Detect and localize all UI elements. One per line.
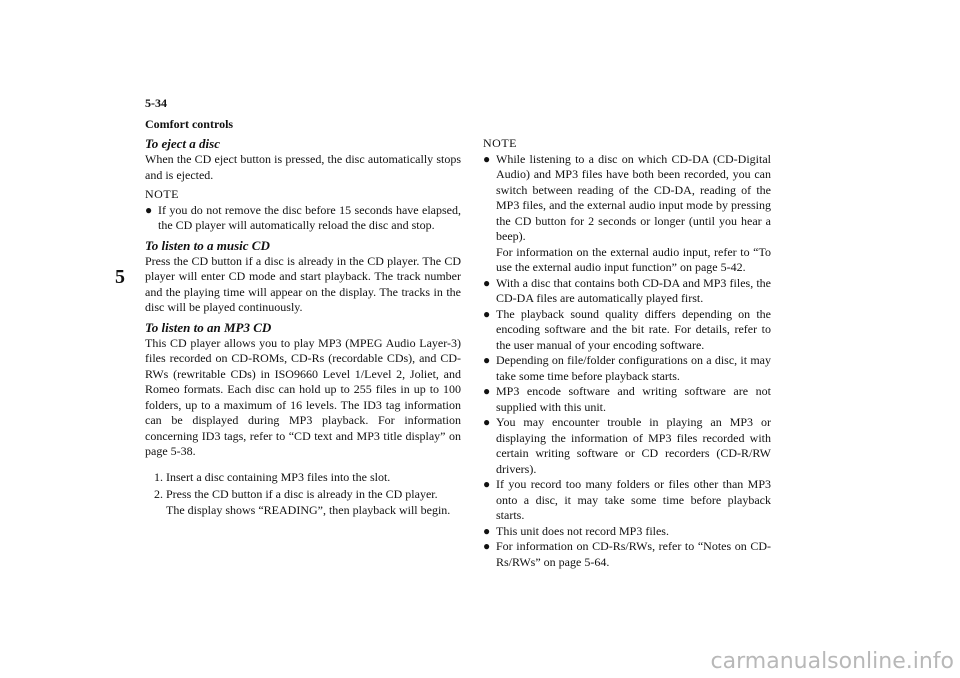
bullet-icon: ● [483, 384, 491, 398]
eject-heading: To eject a disc [145, 136, 220, 151]
note-text: With a disc that contains both CD-DA and MP3 files, the CD-DA files are automatically played first. [496, 275, 771, 305]
mp3-cd-heading: To listen to an MP3 CD [145, 319, 272, 335]
list-item [483, 524, 771, 540]
step-subtext: The display shows “READING”, then playback will begin. [166, 502, 451, 517]
note-text: You may encounter trouble in playing an MP3 or displaying the information of MP3 files recorded with certain writing software or CD recorders (CD-R/RW drivers). [496, 415, 771, 476]
note-label: NOTE [483, 136, 517, 150]
bullet-icon: ● [483, 477, 491, 491]
note-text: The playback sound quality differs depending on the encoding software and the bit rate. For details, refer to the user manual of your encoding software. [496, 306, 771, 352]
step-number: 2. [154, 487, 163, 501]
mp3-cd-section [145, 320, 461, 519]
note-text: If you record too many folders or files other than MP3 onto a disc, it may take some time before playback starts. [496, 477, 771, 522]
eject-note-list [145, 203, 461, 234]
note-text: Depending on file/folder configurations on a disc, it may take some time before playback starts. [496, 353, 771, 383]
note-text: For information on CD-Rs/RWs, refer to “Notes on CD-Rs/RWs” on page 5-64. [496, 539, 771, 569]
music-cd-body: Press the CD button if a disc is already in the CD player. The CD player will enter CD mode and start playback. The track number and the playing time will appear on the display. The tracks in the disc will be played continuously. [145, 253, 461, 314]
bullet-icon: ● [483, 415, 491, 429]
list-item [483, 384, 771, 415]
list-item [483, 477, 771, 524]
eject-note-label: NOTE [145, 187, 179, 201]
note-text: While listening to a disc on which CD-DA (CD-Digital Audio) and MP3 files have both been recorded, you can switch between reading of the CD-DA, reading of the MP3 files, and the external audio input mode by pressing the CD button for 2 seconds or longer (until you hear a beep). [496, 151, 771, 243]
note-text: This unit does not record MP3 files. [496, 523, 669, 538]
list-item [145, 203, 461, 234]
page-number: 5-34 [145, 96, 167, 110]
list-item [483, 539, 771, 570]
mp3-cd-body: This CD player allows you to play MP3 (MPEG Audio Layer-3) files recorded on CD-ROMs, CD-Rs (recordable CDs), and CD-RWs (rewritable CDs) in ISO9660 Level 1/Level 2, Joliet, and Romeo formats. Each disc can hold up to 255 files in up to 100 folders, up to a maximum of 16 levels. The ID3 tag information can be displayed during MP3 playback. For information concerning ID3 tags, refer to “CD text and MP3 title display” on page 5-38. [145, 335, 461, 458]
list-item [483, 353, 771, 384]
bullet-icon: ● [483, 275, 491, 290]
bullet-icon: ● [483, 523, 491, 538]
eject-body: When the CD eject button is pressed, the disc automatically stops and is ejected. [145, 152, 461, 182]
right-column [483, 136, 771, 570]
note-extra-text: For information on the external audio input, refer to “To use the external audio input function” on page 5-42. [496, 244, 771, 274]
list-item [155, 487, 461, 518]
watermark: carmanualsonline.info [710, 649, 954, 674]
music-cd-section [145, 238, 461, 316]
list-item [155, 470, 461, 486]
bullet-icon: ● [483, 151, 491, 166]
list-item [483, 276, 771, 307]
eject-section [145, 136, 461, 234]
section-header: Comfort controls [145, 117, 234, 131]
step-number: 1. [154, 469, 163, 484]
step-text: Insert a disc containing MP3 files into the slot. [166, 469, 391, 484]
step-text: Press the CD button if a disc is already in the CD player. [166, 487, 438, 501]
bullet-icon: ● [145, 202, 153, 217]
note-text: If you do not remove the disc before 15 seconds have elapsed, the CD player will automatically reload the disc and stop. [158, 202, 461, 232]
left-column [145, 136, 461, 522]
note-list [483, 152, 771, 571]
chapter-tab: 5 [115, 266, 125, 288]
music-cd-heading: To listen to a music CD [145, 237, 270, 253]
note-text: MP3 encode software and writing software are not supplied with this unit. [496, 384, 771, 414]
bullet-icon: ● [483, 306, 491, 321]
list-item [483, 307, 771, 354]
list-item [483, 415, 771, 477]
bullet-icon: ● [483, 353, 491, 367]
mp3-steps [155, 470, 461, 519]
bullet-icon: ● [483, 539, 491, 553]
list-item [483, 152, 771, 276]
